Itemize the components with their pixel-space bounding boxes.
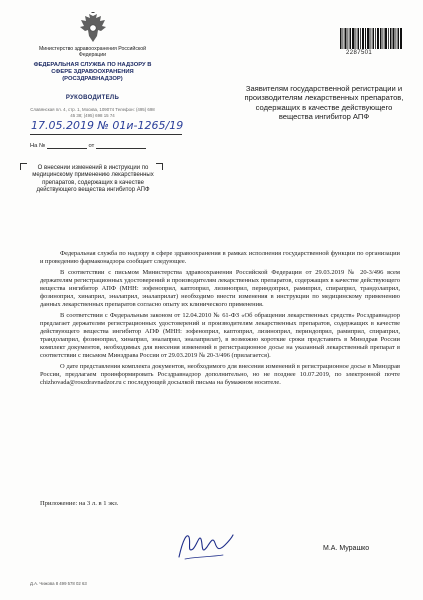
body-paragraph-1: Федеральная служба по надзору в сфере здравоохранения в рамках исполнения государственной функции по организации и проведению фармаконадзора сообщает следующее. xyxy=(40,250,400,265)
body-paragraph-3: В соответствии с Федеральным законом от 12.04.2010 № 61-ФЗ «Об обращении лекарственных средств» Росздравнадзор предлагает держателям регистрационных удостоверений и производителям лекарственных препаратов, содержащих в качестве действующего вещества ингибитор АПФ (МНН: зофеноприл, каптоприл, лизиноприл, периндоприл, рамиприл, спираприл, трандолаприл, фозиноприл, хинаприл, эналаприл, эналаприлат), в возможно короткие сроки представить в Минздрав России комплект документов, необходимых для внесения изменений в регистрационное досье на указанный лекарственный препарат в соответствии с письмом Минздрава России от 29.03.2019 № 20-3/496 (прилагается). xyxy=(40,312,400,360)
service-name: ФЕДЕРАЛЬНАЯ СЛУЖБА ПО НАДЗОРУ В СФЕРЕ ЗДРАВООХРАНЕНИЯ (РОСЗДРАВНАДЗОР) xyxy=(33,62,152,82)
body-paragraph-2: В соответствии с письмом Министерства здравоохранения Российской Федерации от 29.03.2019 № 20-3/496 всем держателям регистрационных удостоверений и производителям лекарственных препаратов, содержащих в качестве действующего вещества ингибитор АПФ (МНН: зофеноприл, каптоприл, лизиноприл, периндоприл, рамиприл, спираприл, трандолаприл, фозиноприл, хинаприл, эналаприл, эналаприлат) необходимо внести изменения в инструкции по медицинскому применению данных лекарственных препаратов согласно опыту их клинического применения. xyxy=(40,269,400,309)
letter-body xyxy=(40,250,400,390)
executor-contact: Д.А. Чижова 8 499 578 02 63 xyxy=(30,581,87,586)
coat-of-arms-icon xyxy=(78,12,108,46)
head-title: РУКОВОДИТЕЛЬ xyxy=(65,95,120,101)
reference-from-label: от xyxy=(88,143,95,149)
body-paragraph-4: О дате представления комплекта документов, необходимого для внесения изменений в регистрационное досье в Минздрав России, предлагаем проинформировать Росздравнадзор дополнительно, но не позднее 10.07.2019, по электронной почте chizhovada@roszdravnadzor.ru с последующей досылкой письма на бумажном носителе. xyxy=(40,363,400,387)
address-block: Славянская пл. 4, стр. 1, Москва, 109074 Телефон: (495) 698 45 38; (495) 698 15 74 xyxy=(30,107,155,118)
handwritten-registration-date: 17.05.2019 № 01и-1265/19 xyxy=(31,119,184,132)
letter-subject: О внесении изменений в инструкции по медицинскому применению лекарственных препаратов, содержащих в качестве действующего вещества ингибитор АПФ xyxy=(32,165,154,194)
signature-icon xyxy=(175,527,235,565)
reference-line xyxy=(30,143,146,149)
addressee-block: Заявителям государственной регистрации и производителям лекарственных препаратов, содержащих в качестве действующего вещества ингибитор АПФ xyxy=(244,84,404,122)
reference-no-label: На № xyxy=(30,143,46,149)
barcode-icon xyxy=(340,28,402,49)
attachment-note: Приложение: на 3 л. в 1 экз. xyxy=(40,500,119,507)
ministry-name: Министерство здравоохранения Российской Федерации xyxy=(38,46,147,59)
barcode-number: 2287501 xyxy=(346,50,373,56)
signer-name: М.А. Мурашко xyxy=(323,545,370,552)
